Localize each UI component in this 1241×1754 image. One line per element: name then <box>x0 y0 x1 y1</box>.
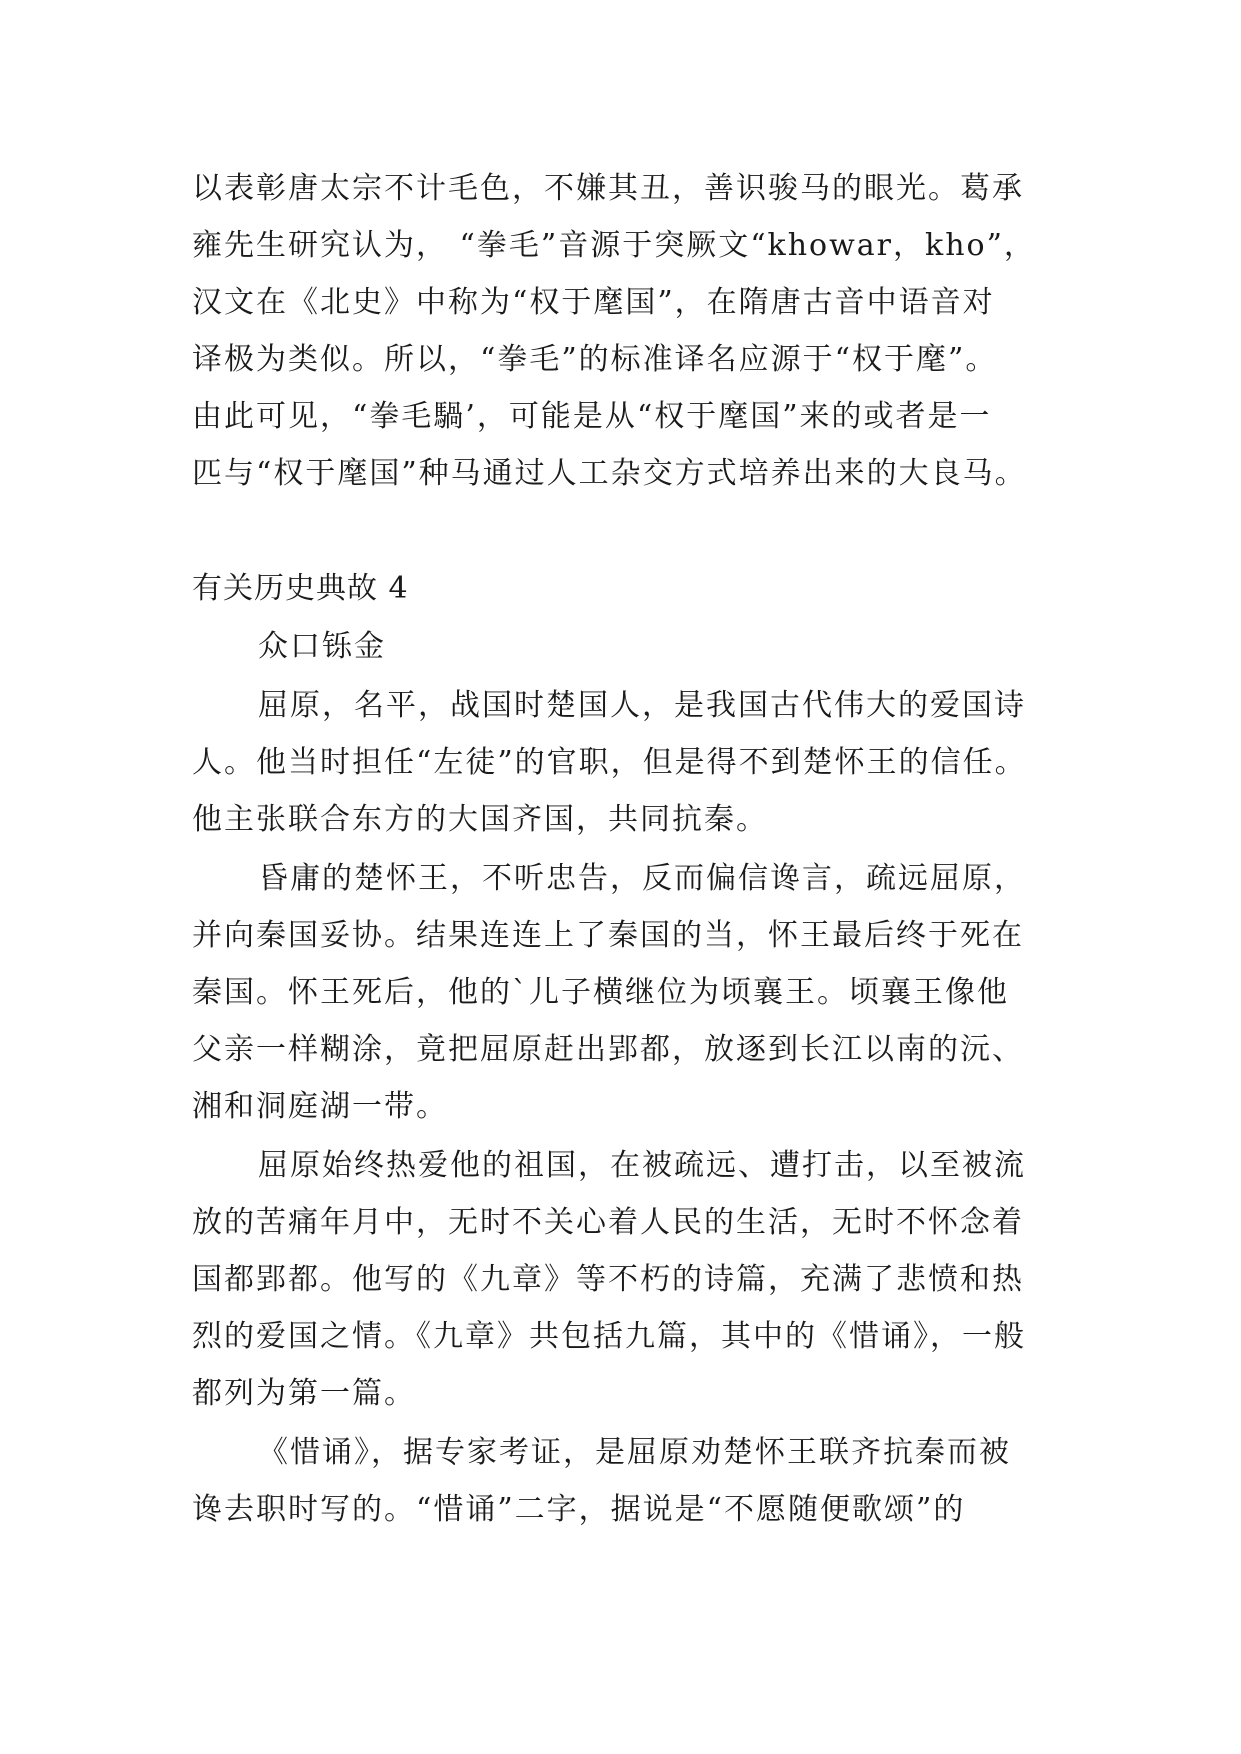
text-line: 屈原，名平，战国时楚国人，是我国古代伟大的爱国诗 <box>258 688 1026 723</box>
text-line: 《惜诵》，据专家考证，是屈原劝楚怀王联齐抗秦而被 <box>258 1435 1011 1470</box>
text-line: 放的苦痛年月中，无时不关心着人民的生活，无时不怀念着 <box>192 1205 1024 1240</box>
text-line: 都列为第一篇。 <box>192 1376 416 1411</box>
text-line: 匹与“权于麾国”种马通过人工杂交方式培养出来的大良马。 <box>192 456 1027 491</box>
continuation-paragraph <box>192 160 1072 502</box>
text-line: 汉文在《北史》中称为“权于麾国”，在隋唐古音中语音对 <box>192 285 995 320</box>
text-line: 译极为类似。所以，“拳毛”的标准译名应源于“权于麾”。 <box>192 342 998 377</box>
text-line: 昏庸的楚怀王，不听忠告，反而偏信谗言，疏远屈原， <box>258 861 1026 896</box>
text-line: 父亲一样糊涂，竟把屈原赶出郢都，放逐到长江以南的沅、 <box>192 1032 1024 1067</box>
text-line: 雍先生研究认为， “拳毛”音源于突厥文“khowar，kho”， <box>192 228 1036 263</box>
text-line: 屈原始终热爱他的祖国，在被疏远、遭打击，以至被流 <box>258 1148 1026 1183</box>
paragraph-3 <box>192 1137 1072 1422</box>
blank-line <box>192 502 1072 560</box>
paragraph-1 <box>192 677 1072 848</box>
text-line: 人。他当时担任“左徒”的官职，但是得不到楚怀王的信任。 <box>192 745 1027 780</box>
text-line: 由此可见，“拳毛騧’，可能是从“权于麾国”来的或者是一 <box>192 399 992 434</box>
text-line: 烈的爱国之情。《九章》共包括九篇，其中的《惜诵》，一般 <box>192 1319 1026 1354</box>
paragraph-2 <box>192 850 1072 1135</box>
text-line: 秦国。怀王死后，他的`儿子横继位为顷襄王。顷襄王像他 <box>192 975 1009 1010</box>
text-line: 国都郢都。他写的《九章》等不朽的诗篇，充满了悲愤和热 <box>192 1262 1024 1297</box>
text-line: 谗去职时写的。“惜诵”二字，据说是“不愿随便歌颂”的 <box>192 1492 966 1527</box>
section-heading: 有关历史典故 4 <box>192 571 409 606</box>
document-body <box>192 160 1072 1538</box>
story-title: 众口铄金 <box>258 629 386 664</box>
text-line: 他主张联合东方的大国齐国，共同抗秦。 <box>192 802 768 837</box>
text-line: 并向秦国妥协。结果连连上了秦国的当，怀王最后终于死在 <box>192 918 1024 953</box>
text-line: 湘和洞庭湖一带。 <box>192 1089 448 1124</box>
paragraph-4 <box>192 1424 1072 1538</box>
text-line: 以表彰唐太宗不计毛色，不嫌其丑，善识骏马的眼光。葛承 <box>192 171 1024 206</box>
